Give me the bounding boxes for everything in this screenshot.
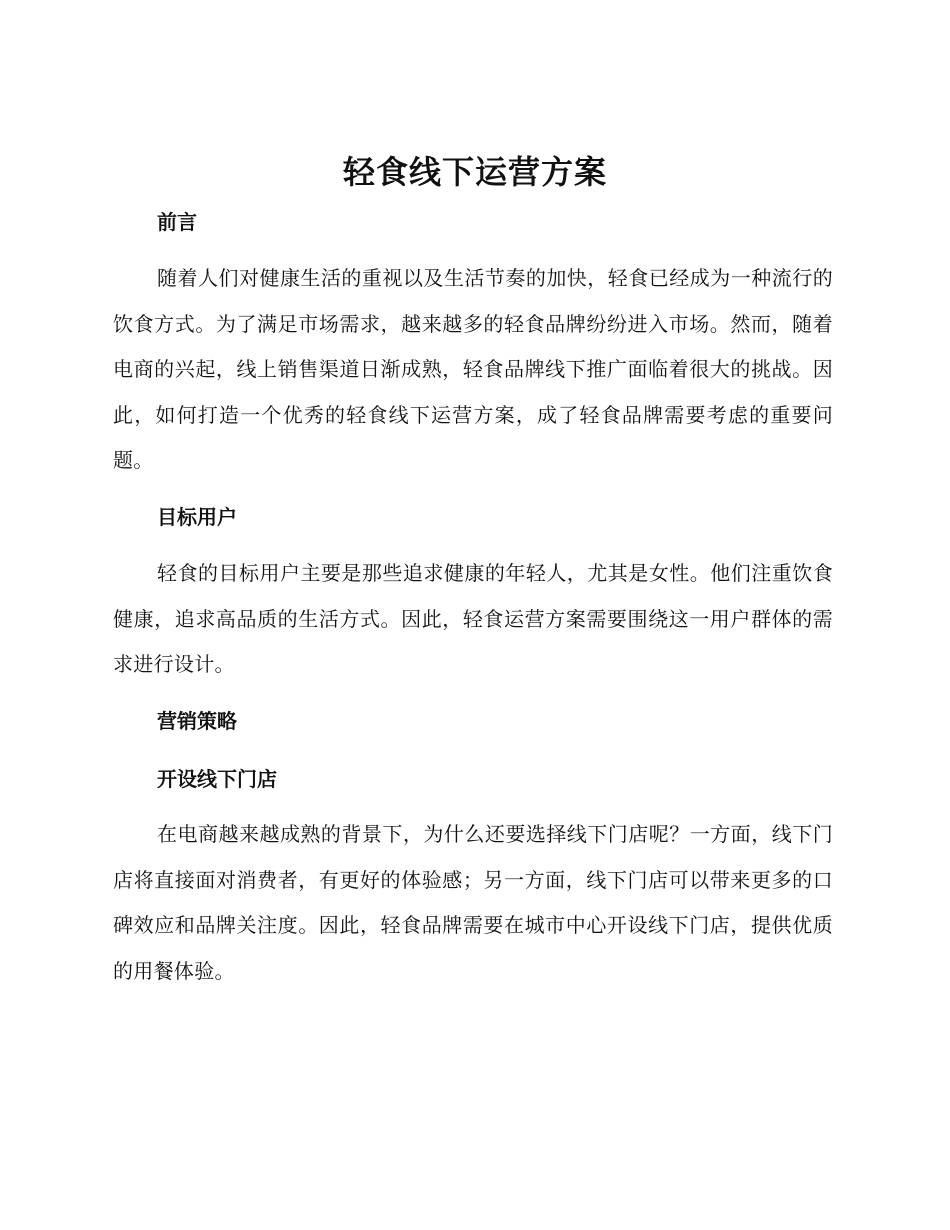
section-paragraph-target-users: 轻食的目标用户主要是那些追求健康的年轻人，尤其是女性。他们注重饮食健康，追求高品质的生活方式。因此，轻食运营方案需要围绕这一用户群体的需求进行设计。 — [113, 561, 833, 676]
document-title: 轻食线下运营方案 — [342, 153, 607, 191]
section-paragraph-preface: 随着人们对健康生活的重视以及生活节奏的加快，轻食已经成为一种流行的饮食方式。为了满足市场需求，越来越多的轻食品牌纷纷进入市场。然而，随着电商的兴起，线上销售渠道日渐成熟，轻食品牌线下推广面临着很大的挑战。因此，如何打造一个优秀的轻食线下运营方案，成了轻食品牌需要考虑的重要问题。 — [113, 266, 833, 472]
section-heading-marketing-strategy: 营销策略 — [157, 709, 237, 733]
section-paragraph-offline-stores: 在电商越来越成熟的背景下，为什么还要选择线下门店呢？一方面，线下门店将直接面对消费者，有更好的体验感；另一方面，线下门店可以带来更多的口碑效应和品牌关注度。因此，轻食品牌需要在城市中心开设线下门店，提供优质的用餐体验。 — [113, 822, 833, 983]
section-heading-preface: 前言 — [157, 210, 197, 234]
section-heading-offline-stores: 开设线下门店 — [157, 767, 277, 791]
section-heading-target-users: 目标用户 — [157, 505, 237, 529]
